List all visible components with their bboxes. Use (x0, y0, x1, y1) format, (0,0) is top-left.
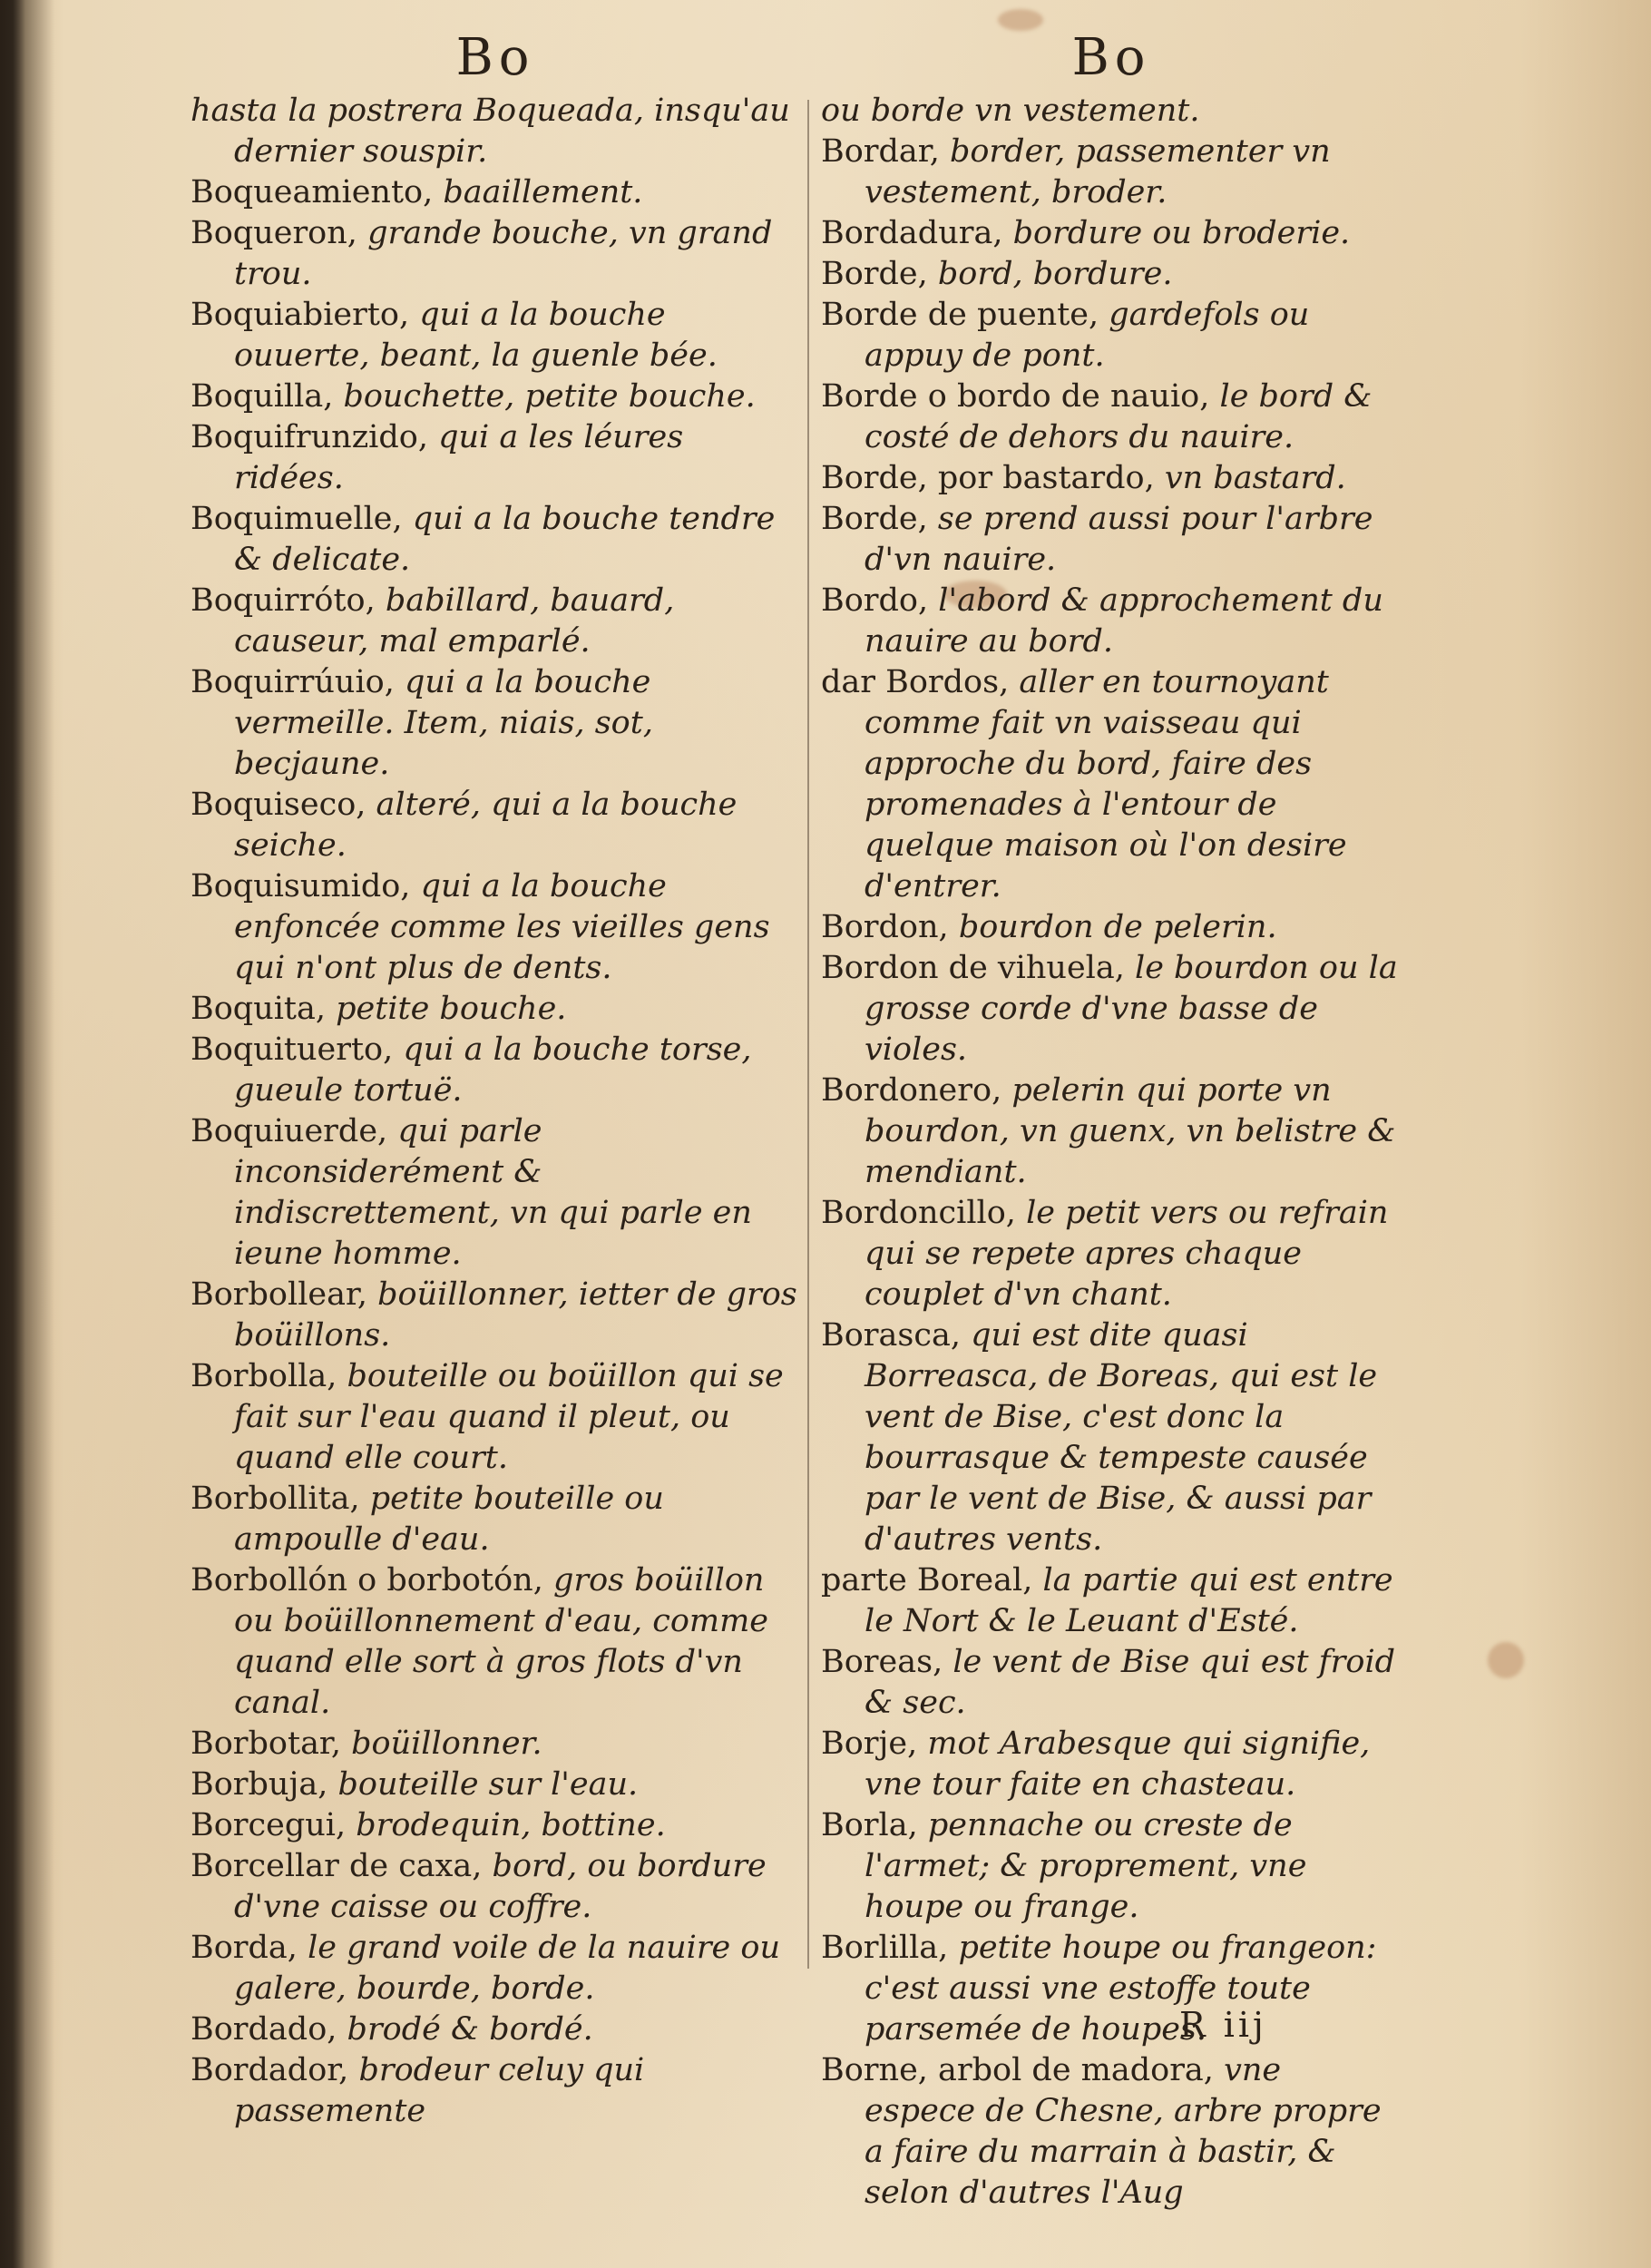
entry-definition: bouteille ou boüillon qui se fait sur l'eau quand il pleut, ou quand elle court. (234, 1358, 784, 1476)
dictionary-entry: Boquiuerde, qui parle inconsiderément & indiscrettement, vn qui parle en ieune homme. (190, 1113, 752, 1272)
dictionary-entry: Bordado, brodé & bordé. (190, 2011, 593, 2048)
entry-definition: vn bastard. (1164, 460, 1346, 496)
entry-headword: Boreas (821, 1644, 933, 1680)
dictionary-entry: Bordo, l'abord & approchement du nauire au bord. (821, 582, 1383, 660)
left-column (190, 27, 800, 2132)
entry-headword: Borbuja (190, 1766, 318, 1803)
entry-headword: Boqueron (190, 215, 347, 251)
dictionary-entry: Boquifrunzido, qui a les léures ridées. (190, 419, 684, 496)
entry-headword: Borde, por bastardo (821, 460, 1145, 496)
dictionary-entry: Borbollear, boüillonner, ietter de gros boüillons. (190, 1276, 797, 1354)
entry-headword: Boquirróto (190, 582, 366, 619)
entry-headword: Borbollita (190, 1481, 350, 1517)
entry-headword: Borcellar de caxa (190, 1848, 473, 1884)
right-column (821, 27, 1402, 2214)
entry-definition: qui a la bouche vermeille. Item, niais, sot, becjaune. (234, 664, 653, 782)
entry-definition: le petit vers ou refrain qui se repete apres chaque couplet d'vn chant. (865, 1195, 1389, 1313)
entry-definition: brodequin, bottine. (356, 1807, 666, 1843)
left-running-head: Bo (455, 28, 535, 87)
entry-definition: l'abord & approchement du nauire au bord. (865, 582, 1383, 660)
entry-definition: qui a la bouche ouuerte, beant, la guenle bée. (234, 297, 718, 374)
entry-headword: Borje (821, 1725, 908, 1762)
entry-headword: Boquimuelle (190, 501, 393, 537)
entry-headword: Boquilla (190, 378, 324, 415)
entry-headword: Borde o bordo de nauio (821, 378, 1200, 415)
entry-headword: Borla (821, 1807, 908, 1843)
dictionary-entry: Boqueamiento, baaillement. (190, 174, 643, 210)
entry-headword: Bordo (821, 582, 918, 619)
entry-headword: Boquita (190, 991, 316, 1027)
dictionary-entry: Bordon de vihuela, le bourdon ou la grosse corde d'vne basse de violes. (821, 950, 1398, 1068)
entry-headword: Borbolla (190, 1358, 327, 1394)
entry-definition: brodeur celuy qui passemente (234, 2052, 645, 2129)
entry-headword: Bordador (190, 2052, 339, 2088)
dictionary-entry: Borde de puente, gardefols ou appuy de pont. (821, 297, 1310, 374)
dictionary-entry: Borde, por bastardo, vn bastard. (821, 460, 1346, 496)
dictionary-entry: Borde, bord, bordure. (821, 256, 1173, 292)
entry-definition: qui a les léures ridées. (234, 419, 684, 496)
dictionary-entry: Boquita, petite bouche. (190, 991, 567, 1027)
column-divider (807, 100, 809, 1969)
right-entries (821, 91, 1402, 2214)
entry-headword: Boqueamiento (190, 174, 424, 210)
entry-headword: Bordadura (821, 215, 993, 251)
entry-definition: pelerin qui porte vn bourdon, vn guenx, vn belistre & mendiant. (865, 1072, 1396, 1190)
entry-definition: alteré, qui a la bouche seiche. (234, 787, 738, 864)
dictionary-entry: Borcegui, brodequin, bottine. (190, 1807, 666, 1843)
entry-headword: Bordon (821, 909, 939, 945)
entry-definition: hasta la postrera Boqueada, insqu'au dernier souspir. (190, 93, 790, 170)
entry-definition: qui a la bouche tendre & delicate. (234, 501, 776, 578)
entry-headword: Boquiseco (190, 787, 357, 823)
entry-definition: boüillonner. (351, 1725, 542, 1762)
entry-headword: Boquifrunzido (190, 419, 418, 455)
dictionary-entry: Bordoncillo, le petit vers ou refrain qui se repete apres chaque couplet d'vn chant. (821, 1195, 1389, 1313)
entry-headword: Borbollear (190, 1276, 357, 1313)
dictionary-entry: Borde, se prend aussi pour l'arbre d'vn nauire. (821, 501, 1373, 578)
entry-definition: pennache ou creste de l'armet; & proprement, vne houpe ou frange. (865, 1807, 1307, 1925)
dictionary-entry: Boquilla, bouchette, petite bouche. (190, 378, 756, 415)
dictionary-entry: Borda, le grand voile de la nauire ou galere, bourde, borde. (190, 1930, 780, 2007)
entry-definition: petite bouteille ou ampoulle d'eau. (234, 1481, 664, 1558)
entry-definition: petite houpe ou frangeon: c'est aussi vne estoffe toute parsemée de houpes. (865, 1930, 1377, 2048)
entry-headword: dar Bordos (821, 664, 1000, 700)
dictionary-entry: Bordon, bourdon de pelerin. (821, 909, 1277, 945)
dictionary-entry: Borbotar, boüillonner. (190, 1725, 542, 1762)
entry-definition: bouchette, petite bouche. (343, 378, 756, 415)
entry-definition: bouteille sur l'eau. (337, 1766, 639, 1803)
dictionary-entry: Boquimuelle, qui a la bouche tendre & delicate. (190, 501, 776, 578)
entry-definition: border, passementer vn vestement, broder. (865, 133, 1331, 210)
entry-definition: mot Arabesque qui signifie, vne tour faite en chasteau. (865, 1725, 1371, 1803)
entry-headword: Boquisumido (190, 868, 401, 904)
dictionary-entry: Bordar, border, passementer vn vestement, broder. (821, 133, 1331, 210)
entry-headword: Bordado (190, 2011, 327, 2048)
entry-definition: gros boüillon ou boüillonnement d'eau, comme quand elle sort à gros flots d'vn canal. (234, 1562, 769, 1721)
dictionary-entry: Borbollón o borbotón, gros boüillon ou boüillonnement d'eau, comme quand elle sort à gros flots d'vn canal. (190, 1562, 769, 1721)
entry-definition: qui est dite quasi Borreasca, de Boreas, qui est le vent de Bise, c'est donc la bourrasque & tempeste causée par le vent de Bise, & aussi par d'autres vents. (865, 1317, 1378, 1558)
entry-definition: baaillement. (443, 174, 643, 210)
entry-definition: le grand voile de la nauire ou galere, bourde, borde. (234, 1930, 780, 2007)
signature-mark: R iij (1179, 2005, 1267, 2045)
entry-headword: Bordonero (821, 1072, 992, 1109)
entry-headword: Borasca (821, 1317, 951, 1354)
dictionary-entry: Borne, arbol de madora, vne espece de Chesne, arbre propre a faire du marrain à bastir, & selon d'autres l'Aug (821, 2052, 1382, 2211)
dictionary-entry: Boquiseco, alteré, qui a la bouche seiche. (190, 787, 738, 864)
dictionary-entry: Borcellar de caxa, bord, ou bordure d'vne caisse ou coffre. (190, 1848, 767, 1925)
dictionary-entry: dar Bordos, aller en tournoyant comme fait vn vaisseau qui approche du bord, faire des promenades à l'entour de quelque maison où l'on desire d'entrer. (821, 664, 1347, 904)
entry-headword: Bordoncillo (821, 1195, 1006, 1231)
entry-definition: babillard, bauard, causeur, mal emparlé. (234, 582, 675, 660)
dictionary-entry: Bordador, brodeur celuy qui passemente (190, 2052, 645, 2129)
dictionary-entry: Borlilla, petite houpe ou frangeon: c'est aussi vne estoffe toute parsemée de houpes. (821, 1930, 1377, 2048)
dictionary-entry: Borje, mot Arabesque qui signifie, vne tour faite en chasteau. (821, 1725, 1371, 1803)
entry-headword: Bordar (821, 133, 930, 170)
entry-definition: gardefols ou appuy de pont. (865, 297, 1310, 374)
dictionary-entry: parte Boreal, la partie qui est entre le Nort & le Leuant d'Esté. (821, 1562, 1393, 1639)
dictionary-entry: Boquisumido, qui a la bouche enfoncée comme les vieilles gens qui n'ont plus de dents. (190, 868, 770, 986)
entry-definition: le bourdon ou la grosse corde d'vne basse de violes. (865, 950, 1398, 1068)
entry-headword: Borde de puente (821, 297, 1089, 333)
page-stain (1488, 1642, 1524, 1678)
entry-definition: grande bouche, vn grand trou. (234, 215, 773, 292)
dictionary-entry: Bordadura, bordure ou broderie. (821, 215, 1351, 251)
entry-headword: parte Boreal (821, 1562, 1023, 1598)
entry-headword: Boquirrúuio (190, 664, 385, 700)
entry-headword: Borda (190, 1930, 288, 1966)
dictionary-entry: Boreas, le vent de Bise qui est froid & sec. (821, 1644, 1396, 1721)
entry-definition: brodé & bordé. (347, 2011, 593, 2048)
dictionary-entry: Borla, pennache ou creste de l'armet; & proprement, vne houpe ou frange. (821, 1807, 1307, 1925)
dictionary-entry: Boquirróto, babillard, bauard, causeur, mal emparlé. (190, 582, 675, 660)
entry-headword: Boquiuerde (190, 1113, 378, 1149)
entry-definition: le vent de Bise qui est froid & sec. (865, 1644, 1396, 1721)
dictionary-entry: Boqueron, grande bouche, vn grand trou. (190, 215, 773, 292)
dictionary-entry: Borasca, qui est dite quasi Borreasca, de Boreas, qui est le vent de Bise, c'est donc la bourrasque & tempeste causée par le vent de Bise, & aussi par d'autres vents. (821, 1317, 1378, 1558)
entry-definition: bourdon de pelerin. (958, 909, 1277, 945)
dictionary-entry: Boquiabierto, qui a la bouche ouuerte, beant, la guenle bée. (190, 297, 718, 374)
entry-definition: bord, ou bordure d'vne caisse ou coffre. (234, 1848, 767, 1925)
entry-headword: Borlilla (821, 1930, 939, 1966)
entry-headword: Borde (821, 501, 918, 537)
entry-definition: qui a la bouche torse, gueule tortuë. (234, 1031, 752, 1109)
entry-headword: Borbollón o borbotón (190, 1562, 533, 1598)
entry-headword: Borde (821, 256, 918, 292)
dictionary-entry: Boquirrúuio, qui a la bouche vermeille. Item, niais, sot, becjaune. (190, 664, 653, 782)
dictionary-entry: Boquituerto, qui a la bouche torse, gueule tortuë. (190, 1031, 752, 1109)
dictionary-entry: Bordonero, pelerin qui porte vn bourdon, vn guenx, vn belistre & mendiant. (821, 1072, 1396, 1190)
dictionary-entry: Borbollita, petite bouteille ou ampoulle d'eau. (190, 1481, 664, 1558)
entry-definition: bord, bordure. (937, 256, 1173, 292)
entry-definition: petite bouche. (336, 991, 567, 1027)
entry-definition: ou borde vn vestement. (821, 93, 1200, 129)
dictionary-entry: Borbuja, bouteille sur l'eau. (190, 1766, 639, 1803)
entry-definition: qui parle inconsiderément & indiscrettement, vn qui parle en ieune homme. (234, 1113, 752, 1272)
dictionary-entry (821, 91, 1402, 132)
left-entries (190, 91, 800, 2132)
dictionary-entry (190, 91, 800, 172)
entry-definition: qui a la bouche enfoncée comme les vieilles gens qui n'ont plus de dents. (234, 868, 770, 986)
binding-shadow (0, 0, 54, 2268)
right-running-head: Bo (1071, 28, 1151, 87)
entry-definition: aller en tournoyant comme fait vn vaisseau qui approche du bord, faire des promenades à l'entour de quelque maison où l'on desire d'entrer. (865, 664, 1347, 904)
entry-definition: boüillonner, ietter de gros boüillons. (234, 1276, 797, 1354)
dictionary-entry: Borbolla, bouteille ou boüillon qui se fait sur l'eau quand il pleut, ou quand elle court. (190, 1358, 784, 1476)
entry-definition: se prend aussi pour l'arbre d'vn nauire. (865, 501, 1373, 578)
entry-headword: Borcegui (190, 1807, 336, 1843)
entry-headword: Borne, arbol de madora (821, 2052, 1204, 2088)
entry-headword: Bordon de vihuela (821, 950, 1115, 986)
entry-definition: bordure ou broderie. (1012, 215, 1351, 251)
dictionary-entry: Borde o bordo de nauio, le bord & costé de dehors du nauire. (821, 378, 1373, 455)
entry-definition: la partie qui est entre le Nort & le Leuant d'Esté. (865, 1562, 1393, 1639)
entry-definition: le bord & costé de dehors du nauire. (865, 378, 1373, 455)
entry-headword: Borbotar (190, 1725, 331, 1762)
entry-headword: Boquituerto (190, 1031, 384, 1068)
entry-definition: vne espece de Chesne, arbre propre a faire du marrain à bastir, & selon d'autres l'Aug (865, 2052, 1382, 2211)
entry-headword: Boquiabierto (190, 297, 399, 333)
